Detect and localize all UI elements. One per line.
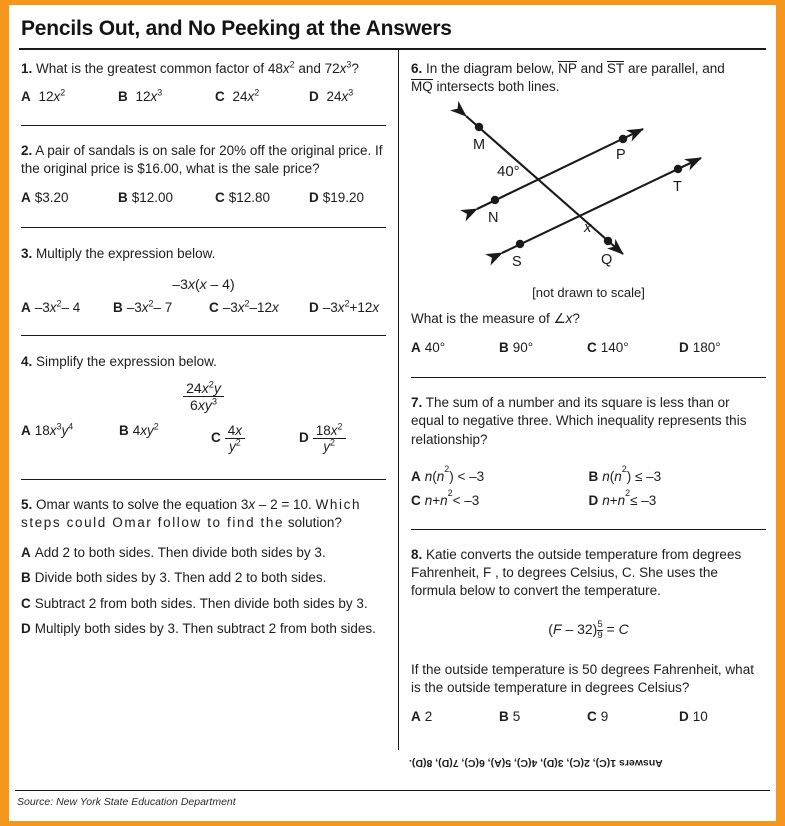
label-T: T <box>673 179 682 196</box>
segment-mq: MQ <box>411 79 433 95</box>
question-3-text <box>21 245 386 263</box>
question-7-choices <box>411 463 766 508</box>
point-P <box>619 135 627 143</box>
choice-5-A[interactable]: A Add 2 to both sides. Then divide both sides by 3. <box>21 544 326 560</box>
left-column <box>17 50 398 750</box>
choice-5-B[interactable]: B Divide both sides by 3. Then add 2 to both sides. <box>21 570 327 586</box>
question-7-prompt: The sum of a number and its square is less than or equal to negative three. Which inequality represents this relationship? <box>411 395 747 447</box>
choice-2-B[interactable]: B $12.00 <box>118 190 174 206</box>
question-1-number: 1. <box>21 61 33 77</box>
point-T <box>674 165 682 173</box>
choice-7-B[interactable]: B n ( n 2 ) ≤ –3 <box>588 463 662 484</box>
choice-6-A[interactable]: A 40° <box>411 340 446 356</box>
question-3-prompt: Multiply the expression below. <box>36 246 216 262</box>
question-4-choices <box>21 423 386 455</box>
question-8-number: 8. <box>411 546 423 562</box>
point-S <box>516 240 524 248</box>
choice-2-A[interactable]: A $3.20 <box>21 190 69 206</box>
choice-1-D[interactable]: D $24x^3$ <box>309 87 354 105</box>
question-8-prompt: Katie converts the outside temperature from degrees Fahrenheit, F , to degrees Celsius, C. She uses the formula below to convert the temperature. <box>411 546 742 598</box>
question-8 <box>411 530 766 724</box>
choice-3-A[interactable]: A $-3x^2-$ 4 <box>21 298 81 316</box>
question-6-choices <box>411 340 766 355</box>
choice-3-C[interactable]: C $-3x^2-12x$ <box>209 298 279 316</box>
choice-6-D[interactable]: D 180° <box>679 340 721 356</box>
point-M <box>475 123 483 131</box>
two-column-body <box>17 50 768 750</box>
question-5 <box>21 480 386 639</box>
choice-7-C[interactable]: C n + n 2 < –3 <box>411 487 480 508</box>
label-Q: Q <box>601 252 613 269</box>
question-2-choices <box>21 190 386 205</box>
choice-1-A[interactable]: A $12x^2$ <box>21 87 66 105</box>
question-8-choices <box>411 709 766 724</box>
source-credit: Source: New York State Education Department <box>17 796 236 808</box>
question-6 <box>411 50 766 355</box>
label-N: N <box>488 210 499 227</box>
label-P: P <box>616 147 626 164</box>
segment-st: ST <box>606 61 625 77</box>
choice-8-D[interactable]: D 10 <box>679 708 708 724</box>
question-3-number: 3. <box>21 246 33 262</box>
angle-x-label: x <box>584 220 592 237</box>
choice-1-C[interactable]: C $24x^2$ <box>215 87 260 105</box>
choice-2-D[interactable]: D $19.20 <box>309 190 365 206</box>
question-5-text: 5. Omar wants to solve the equation 3x – 2 = 10. Which steps could Omar follow to find the solution? <box>21 496 362 530</box>
choice-6-C[interactable]: C 140° <box>587 340 629 356</box>
question-8-formula: (F – 32) $\frac{5}{9}$ = C <box>548 618 629 641</box>
right-column <box>398 50 768 750</box>
question-4-expression <box>21 380 386 413</box>
point-N <box>491 196 499 204</box>
question-2-text: 2. A pair of sandals is on sale for 20% off the original price. If the original price is $16.00, what is the sale price? <box>21 143 383 177</box>
choice-3-B[interactable]: B $-3x^2-$ 7 <box>113 298 173 316</box>
question-1-choices <box>21 89 386 104</box>
point-Q <box>604 237 612 245</box>
choice-5-D[interactable]: D Multiply both sides by 3. Then subtract 2 from both sides. <box>21 620 376 636</box>
question-4-number: 4. <box>21 354 33 370</box>
question-3-choices <box>21 300 386 315</box>
question-8-subprompt: If the outside temperature is 50 degrees Fahrenheit, what is the outside temperature in degrees Celsius? <box>411 661 754 695</box>
question-3-expression: –3x(x – 4) <box>172 276 235 293</box>
diagram-caption: [not drawn to scale] <box>532 285 645 301</box>
choice-5-C[interactable]: C Subtract 2 from both sides. Then divide both sides by 3. <box>21 595 368 611</box>
question-6-text: 6. In the diagram below, NP and ST are parallel, and MQ intersects both lines. <box>411 61 725 95</box>
choice-8-A[interactable]: A 2 <box>411 708 433 724</box>
question-3 <box>21 228 386 315</box>
question-6-number: 6. <box>411 61 423 77</box>
choice-1-B[interactable]: B $12x^3$ <box>118 87 163 105</box>
question-6-prompt: What is the measure of ∠x? <box>411 311 580 327</box>
worksheet-inner <box>9 5 776 821</box>
question-1-text: 1. What is the greatest common factor of $48x^2$ and $72x^3$? <box>21 59 359 77</box>
parallel-lines-diagram <box>411 98 766 283</box>
choice-4-B[interactable]: B $4xy^2$ <box>119 421 159 438</box>
choice-6-B[interactable]: B 90° <box>499 340 534 356</box>
answer-key: Answers 1(C), 2(C), 3(D), 4(C), 5(A), 6(C), 7(D), 8(D). <box>409 757 663 769</box>
question-7-text <box>411 394 766 448</box>
question-8-text <box>411 546 766 600</box>
question-7-number: 7. <box>411 395 423 411</box>
choice-4-A[interactable]: A $18x^3y^4$ <box>21 421 74 438</box>
choice-4-C[interactable]: C $\frac{4x}{y^2}$ <box>211 423 299 455</box>
segment-np: NP <box>558 61 577 77</box>
label-S: S <box>512 254 522 271</box>
question-1 <box>21 50 386 104</box>
label-M: M <box>473 137 486 154</box>
q4-denominator: $6xy^3$ <box>190 395 217 413</box>
choice-2-C[interactable]: C $12.80 <box>215 190 271 206</box>
question-2-number: 2. <box>21 143 33 159</box>
page-title: Pencils Out, and No Peeking at the Answers <box>21 17 452 40</box>
choice-7-D[interactable]: D n + n 2 ≤ –3 <box>588 487 657 508</box>
choice-8-B[interactable]: B 5 <box>499 708 521 724</box>
question-7 <box>411 378 766 507</box>
question-5-number: 5. <box>21 496 33 512</box>
question-4 <box>21 336 386 454</box>
question-2 <box>21 126 386 205</box>
angle-40-label: 40° <box>497 163 520 181</box>
question-4-prompt: Simplify the expression below. <box>36 354 217 370</box>
question-4-text <box>21 353 386 371</box>
choice-8-C[interactable]: C 9 <box>587 708 609 724</box>
q4-numerator: $24x^2y$ <box>183 380 224 397</box>
choice-3-D[interactable]: D $-3x^2+12x$ <box>309 298 380 316</box>
choice-4-D[interactable]: D $\frac{18x^2}{y^2}$ <box>299 423 346 455</box>
choice-7-A[interactable]: A n ( n 2 ) < –3 <box>411 463 485 484</box>
footer-divider <box>15 790 770 791</box>
